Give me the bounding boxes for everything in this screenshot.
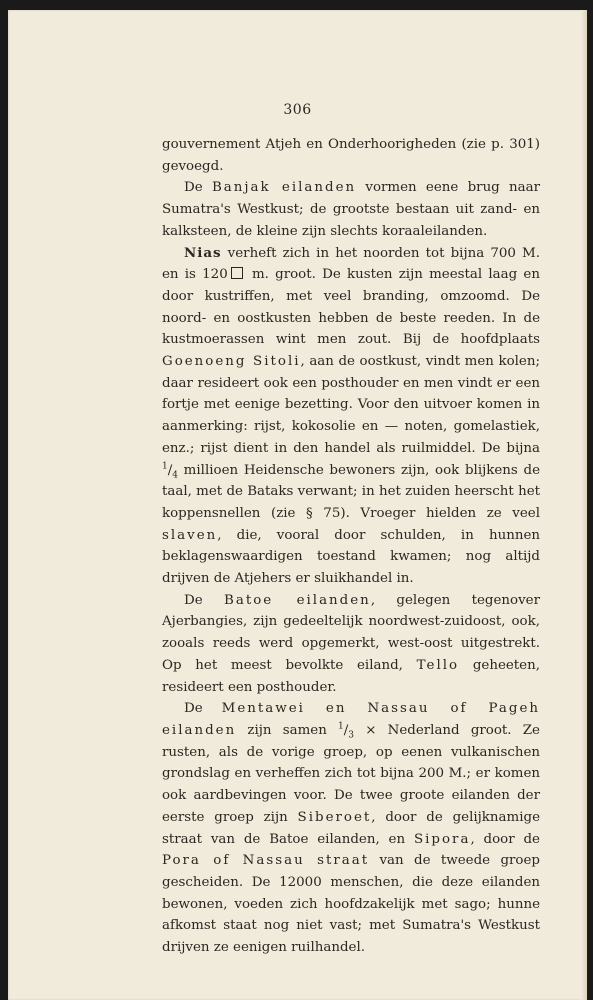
paragraph-nias: Nias verheft zich in het noorden tot bijna 700 M. en is 120 m. groot. De kusten zijn meestal laag en door kustriffen, met veel branding, omzoomd. De noord- en oostkusten hebben de beste reeden. In de kustmoerassen wint men zout. Bij de hoofdplaats Goenoeng Sitoli, aan de oostkust, vindt men kolen; daar resideert ook een posthouder en men vindt er een fortje met eenige bezetting. Voor den uitvoer komen in aanmerking: rijst, kokosolie en — noten, gomelastiek, enz.; rijst dient in den handel als ruilmiddel. De bijna $^1/_4$ millioen Heidensche bewoners zijn, ook blijkens de taal, met de Bataks verwant; in het zuiden heerscht het koppensnellen (zie § 75). Vroeger hielden ze veel slaven, die, vooral door schulden, in hunnen beklagenswaardigen toestand kwamen; nog altijd drijven de Atjehers er sluikhandel in. (162, 244, 540, 587)
paragraph-banjak (162, 177, 540, 242)
paragraph-1: gouvernement Atjeh en Onderhoorigheden (zie p. 301) gevoegd. (162, 137, 540, 174)
text-nias-a: verheft zich in het noorden tot bijna 700 M. en is 120 (162, 245, 540, 283)
text-nias-c: , aan de oostkust, vindt men kolen; daar resideert ook een posthouder en men vindt er een fortje met eenige bezetting. Voor den uitvoer komen in aanmerking: rijst, kokosolie en — noten, gomelastiek, enz.; rijst dient in den handel als ruilmiddel. De bijna (162, 354, 540, 456)
fraction-numerator: 1 (338, 721, 344, 732)
term-tello: Tello (416, 657, 460, 673)
term-banjak-eilanden: Banjak eilanden (211, 180, 357, 196)
paragraph-batoe (162, 590, 540, 699)
text-mentawei-b: × Nederland groot. Ze rusten, als de vorige groep, op eenen vulkanischen grondslag en verheffen zich tot bijna 200 M.; er komen ook aardbevingen voor. De twee groote eilanden der eerste groep zijn (162, 722, 540, 825)
fraction-numerator: 1 (162, 461, 168, 472)
term-sipora: Sipora (413, 831, 471, 847)
term-nias: Nias (184, 244, 222, 261)
text-de: De (184, 180, 212, 196)
term-batoe-eilanden: Batoe eilanden (224, 592, 371, 608)
text-mentawei-c: , door de gelijknamige straat van de Batoe eilanden, en (162, 809, 541, 847)
term-pora-nassau-straat: Pora of Nassau straat (162, 853, 370, 869)
page-spine-shadow (581, 10, 587, 1000)
book-page (8, 10, 587, 1000)
text-banjak-rest: vormen eene brug naar Sumatra's Westkust; de grootste bestaan uit zand- en kalksteen, de kleine zijn slechts koraaleilanden. (162, 180, 541, 239)
fraction-denominator: 4 (172, 470, 178, 481)
text-mentawei-e: van de tweede groep gescheiden. De 12000 menschen, die deze eilanden bewonen, voeden zich hoofdzakelijk met sago; hunne afkomst staat nog niet vast; met Sumatra's Westkust drijven ze eenigen ruilhandel. (162, 853, 540, 956)
term-mentawei-nassau-pageh: Mentawei en Nassau of Pageh eilanden (162, 701, 541, 738)
paragraph-mentawei: De Mentawei en Nassau of Pageh eilanden zijn samen $^1/_3$ × Nederland groot. Ze rusten, als de vorige groep, op eenen vulkanischen grondslag en verheffen zich tot bijna 200 M.; er komen ook aardbevingen voor. De twee groote eilanden der eerste groep zijn Siberoet, door de gelijknamige straat van de Batoe eilanden, en Sipora, door de Pora of Nassau straat van de tweede groep gescheiden. De 12000 menschen, die deze eilanden bewonen, voeden zich hoofdzakelijk met sago; hunne afkomst staat nog niet vast; met Sumatra's Westkust drijven ze eenigen ruilhandel. (162, 701, 541, 956)
text-nias-e: , die, vooral door schulden, in hunnen beklagenswaardigen toestand kwamen; nog altijd drijven de Atjehers er sluikhandel in. (162, 527, 540, 587)
page-number: 306 (283, 102, 312, 118)
fraction-denominator: 3 (348, 730, 355, 741)
text-batoe-b: geheeten, resideert een posthouder. (162, 657, 540, 695)
term-slaven: slaven (162, 527, 218, 543)
text-batoe-a: , gelegen tegenover Ajerbangies, zijn gedeeltelijk noordwest-zuidoost, ook, zooals reeds werd opgemerkt, west-oost uitgestrekt. Op het meest bevolkte eiland, (162, 592, 540, 673)
term-goenoeng-sitoli: Goenoeng Sitoli (162, 354, 301, 370)
text-nias-d: millioen Heidensche bewoners zijn, ook blijkens de taal, met de Bataks verwant; in het zuiden heerscht het koppensnellen (zie § 75). Vroeger hielden ze veel (162, 462, 540, 521)
body-text (162, 134, 540, 959)
text-de: De (184, 701, 222, 717)
text-mentawei-d: , door de (470, 831, 540, 847)
text-nias-b: m. groot. De kusten zijn meestal laag en door kustriffen, met veel branding, omzoomd. De noord- en oostkusten hebben de beste reeden. In de kustmoerassen wint men zout. Bij de hoofdplaats (162, 267, 540, 348)
square-symbol-icon (231, 267, 243, 279)
text-mentawei-a: zijn samen (236, 722, 339, 738)
text-de: De (184, 592, 225, 608)
term-siberoet: Siberoet (297, 809, 372, 825)
